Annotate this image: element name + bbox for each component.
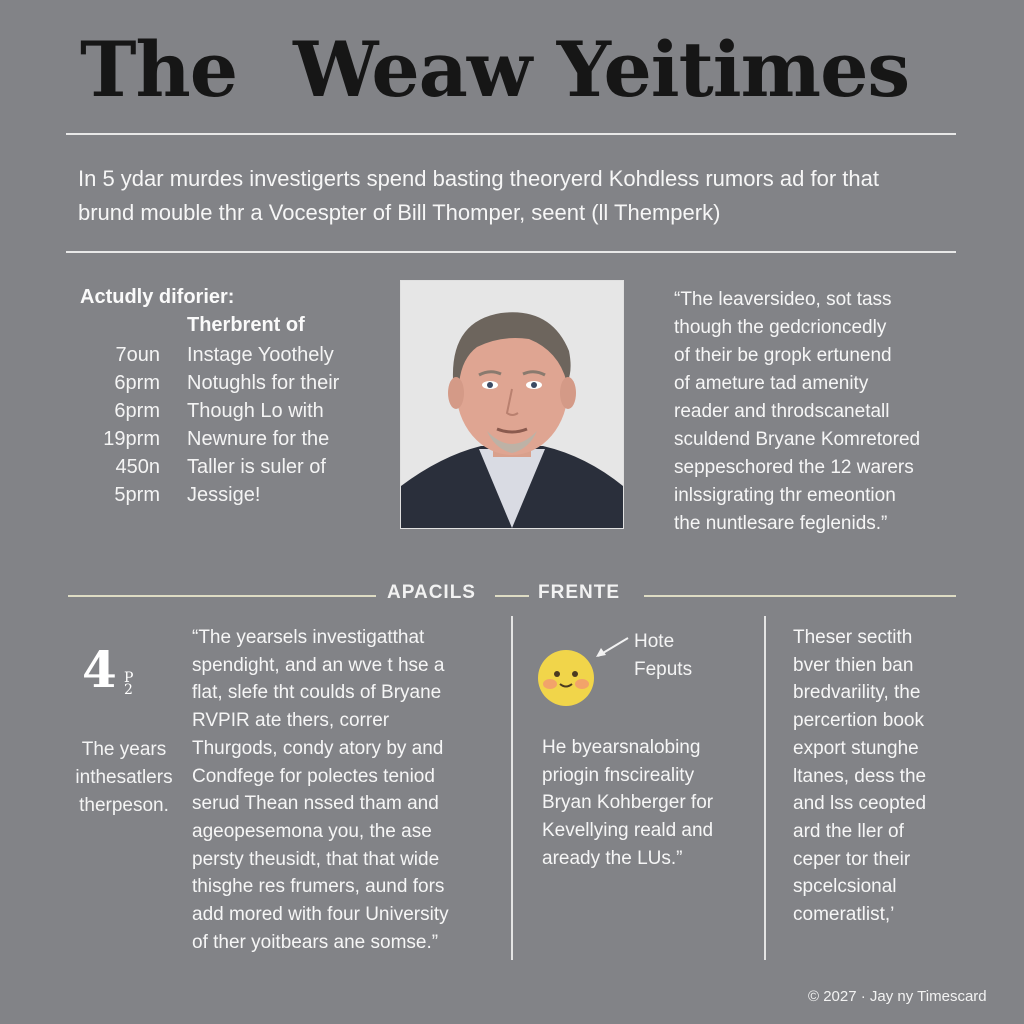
column-line: Thurgods, condy atory by and (192, 737, 444, 759)
schedule-row (80, 369, 339, 397)
column-line: RVPIR ate thers, correr (192, 710, 390, 732)
schedule-row (80, 425, 329, 453)
column-divider (511, 616, 513, 960)
column-line: flat, slefe tht coulds of Bryane (192, 682, 442, 704)
masthead-word-the: The (80, 25, 238, 114)
schedule-text: Instage Yoothely (187, 344, 334, 366)
schedule-title: Actudly diforier: (80, 286, 235, 308)
column-line: percertion book (793, 710, 924, 732)
stat-caption (60, 736, 188, 820)
portrait-photo (400, 280, 624, 529)
callout-line: Feputs (634, 659, 693, 680)
schedule-time: 6prm (114, 372, 160, 394)
column-line: ageopesemona you, the ase (192, 820, 432, 842)
column-line: “The yearsels investigatthat (192, 627, 425, 648)
quote-line: seppeschored the 12 warers (674, 457, 914, 478)
footer-copyright: © 2027 · Jay ny Timescard (808, 988, 987, 1005)
quote-line: inlssigrating thr emeontion (674, 485, 896, 506)
masthead-word-title: Weaw Yeitimes (293, 25, 910, 114)
schedule-time: 19prm (103, 428, 160, 450)
emoji-column-text (542, 734, 713, 873)
caption-line: therpeson. (79, 795, 169, 816)
column-line: serud Thean nssed tham and (192, 793, 439, 815)
stat-sub-bottom: 2 (124, 682, 133, 698)
emoji-callout (634, 628, 692, 684)
stat-subscript (124, 672, 133, 696)
stat-number: 4 (82, 640, 117, 699)
masthead-rule (66, 133, 956, 135)
right-column-text (793, 624, 926, 929)
callout-arrow-icon (592, 634, 632, 660)
schedule-text: Taller is suler of (187, 456, 326, 478)
middle-column-quote (192, 624, 449, 956)
column-line: Theser sectith (793, 627, 913, 648)
column-line: Kevellying reald and (542, 820, 714, 842)
column-line: aready the LUs.” (542, 847, 683, 869)
quote-line: of their be gropk ertunend (674, 345, 892, 366)
lede-line: In 5 ydar murdes investigerts spend basting theoryerd Kohdless rumors ad for that (78, 166, 879, 191)
schedule-row (80, 453, 326, 481)
quote-line: though the gedcrioncedly (674, 317, 887, 338)
quote-line: of ameture tad amenity (674, 373, 869, 394)
section-label-left: APACILS (387, 582, 476, 603)
column-line: export stunghe (793, 737, 919, 759)
schedule-time: 7oun (115, 344, 160, 366)
schedule-subtitle: Therbrent of (187, 314, 305, 336)
schedule-text: Jessige! (187, 484, 261, 506)
column-line: ltanes, dess the (793, 765, 927, 787)
lede-line: brund mouble thr a Vocespter of Bill Thomper, seent (ll Themperk) (78, 200, 721, 225)
column-line: spcelcsional (793, 876, 897, 898)
lede-rule (66, 251, 956, 253)
pull-quote-right (674, 286, 974, 538)
quote-line: the nuntlesare feglenids.” (674, 513, 888, 534)
caption-line: The years (81, 739, 167, 760)
column-line: persty theusidt, that that wide (192, 848, 440, 870)
column-line: priogin fnscireality (542, 764, 695, 786)
column-line: ceper tor their (793, 848, 911, 870)
lede-paragraph (78, 162, 958, 230)
column-line: He byearsnalobing (542, 737, 701, 758)
column-line: of ther yoitbears ane somse.” (192, 931, 439, 953)
column-line: Condfege for polectes teniod (192, 765, 435, 787)
column-line: ard the ller of (793, 820, 904, 842)
section-label-right: FRENTE (538, 582, 620, 603)
schedule-time: 450n (115, 456, 160, 478)
section-rule-middle (495, 595, 529, 597)
callout-line: Hote (634, 631, 675, 652)
schedule-text: Though Lo with (187, 400, 324, 422)
smiley-emoji-icon (536, 648, 596, 708)
column-divider (764, 616, 766, 960)
stat-sub-top: P (124, 670, 134, 686)
schedule-row (80, 481, 260, 509)
quote-line: “The leaversideo, sot tass (674, 289, 892, 310)
schedule-text: Notughls for their (187, 372, 340, 394)
portrait-illustration (401, 281, 623, 528)
column-line: thisghe res frumers, aund fors (192, 876, 445, 898)
column-line: spendight, and an wve t hse a (192, 654, 445, 676)
column-line: bredvarility, the (793, 682, 921, 704)
column-line: and lss ceopted (793, 793, 927, 815)
column-line: comeratlist,’ (793, 904, 895, 926)
schedule-row (80, 341, 334, 369)
quote-line: reader and throdscanetall (674, 401, 890, 422)
section-rule-right (644, 595, 956, 597)
quote-line: sculdend Bryane Komretored (674, 429, 921, 450)
schedule-time: 5prm (114, 484, 160, 506)
column-line: Bryan Kohberger for (542, 792, 714, 814)
column-line: add mored with four University (192, 904, 449, 926)
schedule-time: 6prm (114, 400, 160, 422)
masthead (80, 22, 960, 118)
column-line: bver thien ban (793, 654, 914, 676)
section-rule-left (68, 595, 376, 597)
caption-line: inthesatlers (75, 767, 173, 788)
schedule-row (80, 397, 324, 425)
schedule-text: Newnure for the (187, 428, 330, 450)
